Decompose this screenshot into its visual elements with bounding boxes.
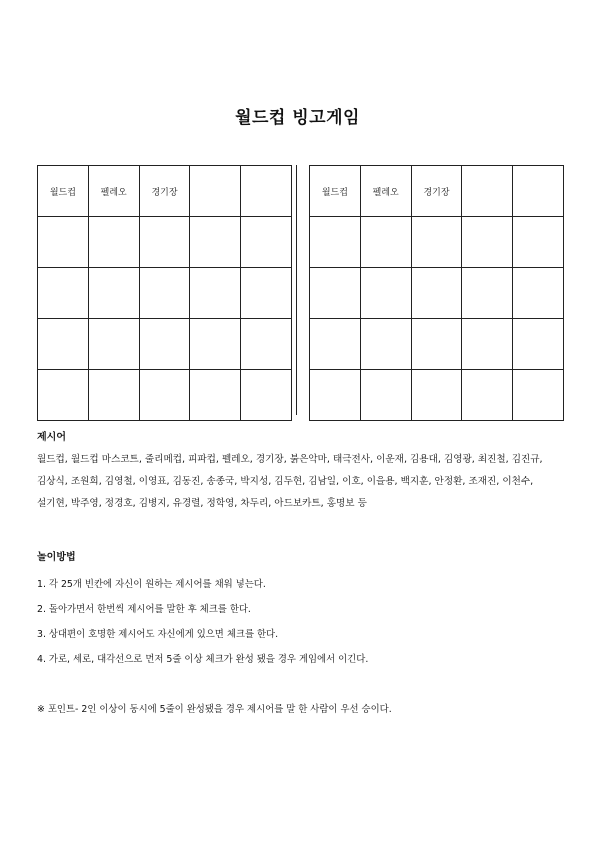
bingo-header-cell[interactable] — [241, 166, 292, 217]
bingo-cell[interactable] — [139, 217, 190, 268]
bingo-cell[interactable] — [139, 268, 190, 319]
bingo-cell[interactable] — [241, 268, 292, 319]
rule-item: 3. 상대편이 호명한 제시어도 자신에게 있으면 체크를 한다. — [37, 629, 279, 640]
bingo-cell[interactable] — [411, 268, 462, 319]
bingo-cell[interactable] — [38, 217, 89, 268]
bingo-header-row — [38, 166, 292, 217]
bingo-cell[interactable] — [411, 319, 462, 370]
bingo-header-cell[interactable]: 월드컵 — [38, 166, 89, 217]
bingo-board-left — [37, 165, 292, 421]
rule-item: 2. 돌아가면서 한번씩 제시어를 말한 후 체크를 한다. — [37, 604, 251, 615]
bingo-cell[interactable] — [462, 370, 513, 421]
bingo-cell[interactable] — [88, 217, 139, 268]
bingo-row — [310, 370, 564, 421]
bingo-header-cell[interactable]: 월드컵 — [310, 166, 361, 217]
bingo-cell[interactable] — [38, 268, 89, 319]
point-note: ※ 포인트- 2인 이상이 동시에 5줄이 완성됐을 경우 제시어를 말 한 사람이 우선 승이다. — [37, 704, 392, 715]
bingo-cell[interactable] — [310, 370, 361, 421]
bingo-cell[interactable] — [411, 217, 462, 268]
bingo-cell[interactable] — [513, 370, 564, 421]
words-heading: 제시어 — [37, 432, 66, 443]
bingo-header-cell[interactable] — [462, 166, 513, 217]
bingo-cell[interactable] — [190, 268, 241, 319]
bingo-cell[interactable] — [360, 370, 411, 421]
bingo-board-right — [309, 165, 564, 421]
bingo-cell[interactable] — [360, 217, 411, 268]
bingo-row — [310, 217, 564, 268]
bingo-cell[interactable] — [38, 370, 89, 421]
rule-item: 4. 가로, 세로, 대각선으로 먼저 5줄 이상 체크가 완성 됐을 경우 게임에서 이긴다. — [37, 654, 369, 665]
bingo-row — [310, 319, 564, 370]
board-divider — [296, 165, 297, 415]
bingo-header-cell[interactable]: 펠레오 — [360, 166, 411, 217]
bingo-cell[interactable] — [411, 370, 462, 421]
bingo-cell[interactable] — [139, 319, 190, 370]
bingo-header-cell[interactable] — [513, 166, 564, 217]
bingo-cell[interactable] — [88, 370, 139, 421]
bingo-cell[interactable] — [462, 268, 513, 319]
bingo-cell[interactable] — [241, 319, 292, 370]
bingo-cell[interactable] — [190, 217, 241, 268]
bingo-header-cell[interactable] — [190, 166, 241, 217]
bingo-row — [310, 268, 564, 319]
bingo-header-cell[interactable]: 펠레오 — [88, 166, 139, 217]
word-list: 월드컵, 월드컵 마스코트, 줄리메컵, 피파컵, 펠레오, 경기장, 붉은악마, 태극전사, 이운재, 김용대, 김영광, 최진철, 김진규, 김상식, 조원희, 김영철, 이영표, 김동진, 송종국, 박지성, 김두현, 김남일, 이호, 이을용, 백지훈, 안정환, 조재진, 이천수, 설기현, 박주영, 정경호, 김병지, 유경렬, 정학영, 차두리, 아드보카트, 홍명보 등 — [37, 454, 543, 509]
rules-heading: 놀이방법 — [37, 552, 76, 563]
bingo-cell[interactable] — [360, 319, 411, 370]
bingo-cell[interactable] — [462, 319, 513, 370]
bingo-header-cell[interactable]: 경기장 — [139, 166, 190, 217]
bingo-cell[interactable] — [513, 217, 564, 268]
bingo-cell[interactable] — [513, 319, 564, 370]
bingo-cell[interactable] — [190, 319, 241, 370]
bingo-cell[interactable] — [88, 319, 139, 370]
bingo-cell[interactable] — [310, 268, 361, 319]
bingo-row — [38, 319, 292, 370]
bingo-cell[interactable] — [310, 217, 361, 268]
bingo-cell[interactable] — [360, 268, 411, 319]
bingo-cell[interactable] — [139, 370, 190, 421]
bingo-row — [38, 268, 292, 319]
bingo-header-row — [310, 166, 564, 217]
bingo-cell[interactable] — [88, 268, 139, 319]
bingo-row — [38, 370, 292, 421]
bingo-header-cell[interactable]: 경기장 — [411, 166, 462, 217]
bingo-cell[interactable] — [462, 217, 513, 268]
bingo-row — [38, 217, 292, 268]
bingo-cell[interactable] — [241, 370, 292, 421]
rules-list — [37, 572, 564, 672]
bingo-cell[interactable] — [513, 268, 564, 319]
bingo-cell[interactable] — [310, 319, 361, 370]
bingo-cell[interactable] — [38, 319, 89, 370]
page-title: 월드컵 빙고게임 — [235, 108, 360, 128]
bingo-cell[interactable] — [241, 217, 292, 268]
bingo-cell[interactable] — [190, 370, 241, 421]
rule-item: 1. 각 25개 빈칸에 자신이 원하는 제시어를 채워 넣는다. — [37, 579, 266, 590]
